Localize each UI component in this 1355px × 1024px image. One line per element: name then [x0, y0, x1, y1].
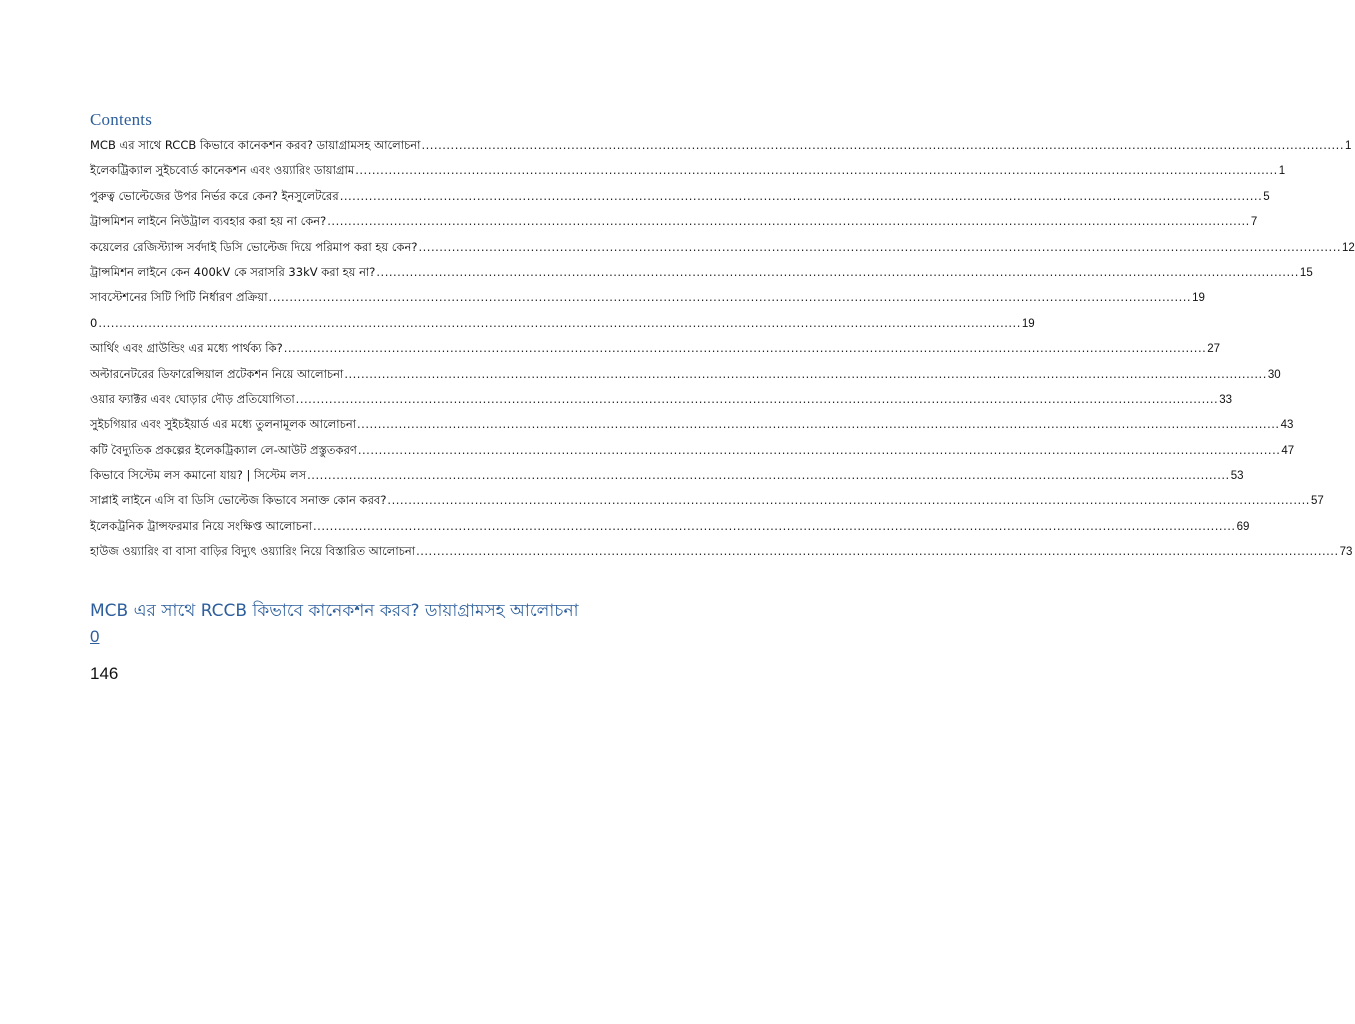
- toc-entry-title: আর্থিং এবং গ্রাউন্ডিং এর মধ্যে পার্থক্য কি?: [90, 341, 283, 356]
- toc-entry-title: সাপ্লাই লাইনে এসি বা ডিসি ভোল্টেজ কিভাবে সনাক্ত কোন করব?: [90, 493, 387, 508]
- toc-entry[interactable]: [90, 133, 1352, 158]
- section-number: 146: [90, 664, 119, 683]
- toc-entry[interactable]: [90, 387, 1232, 412]
- toc-entry-title: ইলেকট্রনিক ট্রান্সফরমার নিয়ে সংক্ষিপ্ত আলোচনা: [90, 518, 313, 533]
- toc-entry[interactable]: [90, 235, 1355, 260]
- toc-leader-dots: [284, 336, 1207, 361]
- toc-entry-page: 73: [1339, 546, 1353, 559]
- toc-entry-title: ইলেকট্রিক্যাল সুইচবোর্ড কানেকশন এবং ওয়্যারিং ডায়াগ্রাম: [90, 163, 355, 178]
- toc-entry[interactable]: [90, 209, 1258, 234]
- toc-entry[interactable]: [90, 260, 1313, 285]
- toc-entry[interactable]: [90, 488, 1324, 513]
- toc-entry-title: কটি বৈদ্যুতিক প্রকল্পের ইলেকট্রিক্যাল লে-আউট প্রস্তুতকরণ: [90, 442, 357, 457]
- toc-entry-title: 0: [90, 315, 98, 330]
- toc-entry-page: 5: [1263, 190, 1270, 203]
- toc-entry[interactable]: [90, 514, 1250, 539]
- toc-entry-title: কিভাবে সিস্টেম লস কমানো যায়? | সিস্টেম লস: [90, 468, 307, 483]
- toc-entry-page: 30: [1267, 368, 1281, 381]
- section-heading: MCB এর সাথে RCCB কিভাবে কানেকশন করব? ডায়াগ্রামসহ আলোচনা: [90, 601, 579, 621]
- toc-leader-dots: [340, 184, 1263, 209]
- toc-entry-page: 1: [1345, 140, 1352, 152]
- toc-entry-page: 43: [1280, 419, 1294, 432]
- toc-entry-page: 15: [1299, 266, 1313, 279]
- toc-entry-page: 19: [1192, 292, 1205, 305]
- toc-list: [90, 133, 1355, 565]
- toc-entry-title: সাবস্টেশনের সিটি পিটি নির্ধারণ প্রক্রিয়া: [90, 290, 268, 305]
- toc-entry-title: MCB এর সাথে RCCB কিভাবে কানেকশন করব? ডায়াগ্রামসহ আলোচনা: [90, 138, 421, 152]
- toc-leader-dots: [269, 285, 1192, 310]
- toc-entry-title: ওয়ার ফ্যাক্টর এবং ঘোড়ার দৌড় প্রতিযোগিতা: [90, 391, 295, 406]
- toc-entry-page: 19: [1021, 317, 1035, 330]
- toc-leader-dots: [307, 463, 1230, 488]
- section-anchor-link[interactable]: 0: [90, 627, 100, 646]
- toc-entry-title: পুরুত্ব ভোল্টেজের উপর নির্ভর করে কেন? ইনসুলেটরের: [90, 188, 339, 203]
- toc-entry[interactable]: [90, 336, 1221, 361]
- toc-entry-page: 57: [1310, 495, 1324, 508]
- toc-entry[interactable]: [90, 463, 1244, 488]
- toc-leader-dots: [355, 158, 1278, 183]
- toc-entry[interactable]: [90, 158, 1286, 183]
- toc-entry-page: 1: [1278, 165, 1286, 178]
- toc-entry-title: কয়েলের রেজিস্ট্যান্স সর্বদাই ডিসি ভোল্টেজ দিয়ে পরিমাপ করা হয় কেন?: [90, 239, 418, 254]
- toc-entry-page: 27: [1207, 343, 1221, 356]
- toc-entry-title: ট্রান্সমিশন লাইনে কেন 400kV কে সরাসরি 33kV করা হয় না?: [90, 264, 376, 279]
- toc-leader-dots: [344, 362, 1267, 387]
- toc-leader-dots: [327, 209, 1250, 234]
- toc-leader-dots: [357, 412, 1280, 437]
- toc-entry-page: 47: [1281, 444, 1295, 457]
- toc-entry-title: হাউজ ওয়্যারিং বা বাসা বাড়ির বিদ্যুৎ ওয়্যারিং নিয়ে বিস্তারিত আলোচনা: [90, 544, 416, 559]
- toc-entry[interactable]: [90, 412, 1294, 437]
- toc-entry-page: 33: [1219, 393, 1232, 406]
- toc-leader-dots: [358, 438, 1281, 463]
- toc-entry[interactable]: [90, 311, 1035, 336]
- toc-entry-page: 7: [1250, 216, 1258, 229]
- toc-leader-dots: [313, 514, 1236, 539]
- toc-entry[interactable]: [90, 362, 1281, 387]
- toc-leader-dots: [418, 235, 1341, 260]
- toc-leader-dots: [296, 387, 1219, 412]
- toc-entry-page: 12: [1342, 241, 1355, 254]
- toc-leader-dots: [376, 260, 1299, 285]
- toc-entry[interactable]: [90, 285, 1205, 310]
- toc-entry[interactable]: [90, 438, 1295, 463]
- toc-leader-dots: [416, 539, 1339, 564]
- toc-heading: Contents: [90, 110, 153, 129]
- toc-entry-title: ট্রান্সমিশন লাইনে নিউট্রাল ব্যবহার করা হয় না কেন?: [90, 214, 327, 229]
- toc-leader-dots: [387, 488, 1310, 513]
- toc-entry-page: 69: [1236, 520, 1250, 533]
- toc-entry[interactable]: [90, 184, 1270, 209]
- toc-leader-dots: [98, 311, 1021, 336]
- toc-entry[interactable]: [90, 539, 1353, 564]
- toc-entry-page: 53: [1230, 470, 1244, 483]
- toc-leader-dots: [421, 133, 1344, 158]
- toc-entry-title: সুইচগিয়ার এবং সুইচইয়ার্ড এর মধ্যে তুলনামূলক আলোচনা: [90, 417, 357, 432]
- toc-entry-title: অল্টারনেটরের ডিফারেন্সিয়াল প্রটেকশন নিয়ে আলোচনা: [90, 366, 344, 381]
